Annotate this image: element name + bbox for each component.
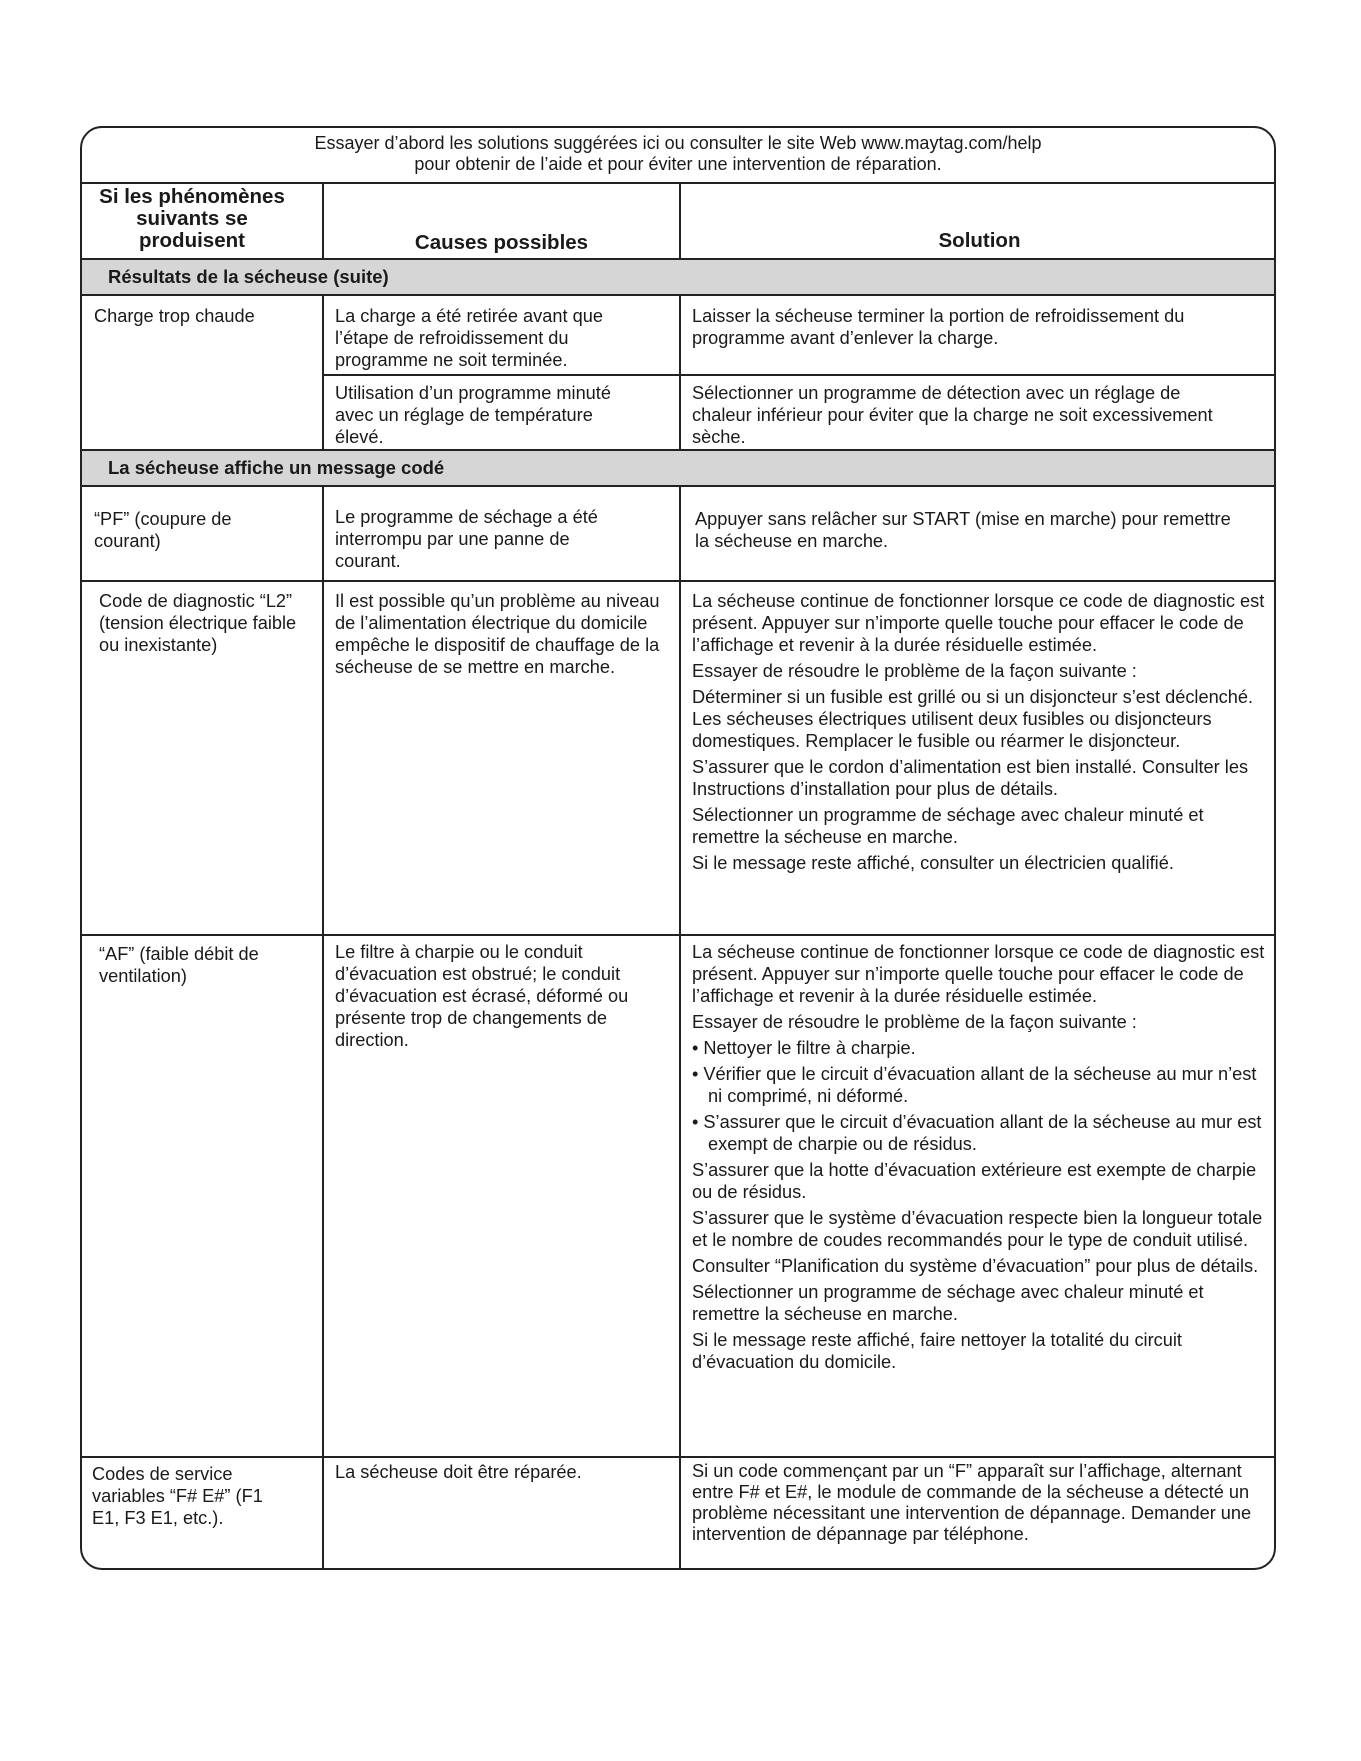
- intro-line-2: pour obtenir de l’aide et pour éviter une intervention de réparation.: [414, 154, 942, 174]
- solution-paragraph: S’assurer que le cordon d’alimentation est bien installé. Consulter les Instructions d’installation pour plus de détails.: [692, 757, 1249, 799]
- solution-service-codes: Si un code commençant par un “F” apparaît sur l’affichage, alternant entre F# et E#, le module de commande de la sécheuse a détecté un problème nécessitant une intervention de dépannage. Demander une intervention de dépannage par téléphone.: [692, 1461, 1252, 1544]
- solution-hot-2: Sélectionner un programme de détection avec un réglage de chaleur inférieur pour éviter que la charge ne soit excessivement sèche.: [692, 383, 1213, 447]
- solution-bullet: • Nettoyer le filtre à charpie.: [692, 1038, 916, 1058]
- cause-l2: Il est possible qu’un problème au niveau de l’alimentation électrique du domicile empêche le dispositif de chauffage de la sécheuse de se mettre en marche.: [335, 591, 660, 677]
- solution-bullet: • Vérifier que le circuit d’évacuation allant de la sécheuse au mur n’est ni comprimé, ni déformé.: [692, 1064, 1257, 1106]
- solution-bullet: • S’assurer que le circuit d’évacuation allant de la sécheuse au mur est exempt de charpie ou de résidus.: [692, 1112, 1262, 1154]
- header-solution: Solution: [938, 229, 1021, 252]
- header-causes: Causes possibles: [414, 231, 589, 254]
- solution-paragraph: La sécheuse continue de fonctionner lorsque ce code de diagnostic est présent. Appuyer sur n’importe quelle touche pour effacer le code de l’affichage et revenir à la durée résiduelle estimée.: [692, 942, 1265, 1006]
- intro-line-1: Essayer d’abord les solutions suggérées ici ou consulter le site Web www.maytag.com/help: [314, 133, 1042, 153]
- solution-l2: [692, 590, 1272, 878]
- cause-hot-1: La charge a été retirée avant que l’étape de refroidissement du programme ne soit terminée.: [335, 306, 603, 370]
- solution-hot-1: Laisser la sécheuse terminer la portion de refroidissement du programme avant d’enlever la charge.: [692, 306, 1185, 348]
- solution-paragraph: Essayer de résoudre le problème de la façon suivante :: [692, 661, 1137, 681]
- solution-paragraph: Sélectionner un programme de séchage avec chaleur minuté et remettre la sécheuse en marche.: [692, 1282, 1204, 1324]
- column-divider: [322, 485, 324, 1570]
- cause-hot-2: Utilisation d’un programme minuté avec un réglage de température élevé.: [335, 383, 611, 447]
- solution-paragraph: S’assurer que la hotte d’évacuation extérieure est exempte de charpie ou de résidus.: [692, 1160, 1257, 1202]
- problem-hot-load: Charge trop chaude: [94, 306, 255, 326]
- cause-af: Le filtre à charpie ou le conduit d’évacuation est obstrué; le conduit d’évacuation est écrasé, déformé ou présente trop de changements de direction.: [335, 942, 629, 1050]
- problem-af: “AF” (faible débit de ventilation): [99, 944, 259, 986]
- solution-af: [692, 941, 1272, 1377]
- section-title: La sécheuse affiche un message codé: [108, 457, 445, 478]
- problem-service-codes: Codes de service variables “F# E#” (F1 E1, F3 E1, etc.).: [92, 1464, 263, 1528]
- cause-service-codes: La sécheuse doit être réparée.: [335, 1462, 582, 1482]
- solution-pf: Appuyer sans relâcher sur START (mise en marche) pour remettre la sécheuse en marche.: [695, 509, 1231, 551]
- cause-pf: Le programme de séchage a été interrompu par une panne de courant.: [335, 507, 598, 571]
- row-divider: [82, 1456, 1274, 1458]
- section-dryer-results: [82, 258, 1274, 296]
- solution-paragraph: Déterminer si un fusible est grillé ou si un disjoncteur s’est déclenché. Les sécheuses électriques utilisent deux fusibles ou disjoncteurs domestiques. Remplacer le fusible ou réarmer le disjoncteur.: [692, 687, 1254, 751]
- problem-l2: Code de diagnostic “L2” (tension électrique faible ou inexistante): [99, 591, 297, 655]
- section-title: Résultats de la sécheuse (suite): [108, 266, 389, 287]
- column-divider: [679, 294, 681, 449]
- row-divider: [82, 580, 1274, 582]
- problem-pf: “PF” (coupure de courant): [94, 509, 232, 551]
- solution-paragraph: Si le message reste affiché, consulter un électricien qualifié.: [692, 853, 1174, 873]
- header-problem: Si les phénomènes suivants se produisent: [99, 185, 285, 252]
- intro-text: [82, 128, 1274, 184]
- column-divider: [679, 485, 681, 1570]
- solution-paragraph: Essayer de résoudre le problème de la façon suivante :: [692, 1012, 1137, 1032]
- solution-paragraph: S’assurer que le système d’évacuation respecte bien la longueur totale et le nombre de coudes recommandés pour le type de conduit utilisé.: [692, 1208, 1263, 1250]
- solution-paragraph: Consulter “Planification du système d’évacuation” pour plus de détails.: [692, 1256, 1259, 1276]
- solution-paragraph: La sécheuse continue de fonctionner lorsque ce code de diagnostic est présent. Appuyer sur n’importe quelle touche pour effacer le code de l’affichage et revenir à la durée résiduelle estimée.: [692, 591, 1265, 655]
- row-divider: [82, 934, 1274, 936]
- column-divider: [322, 294, 324, 449]
- solution-paragraph: Si le message reste affiché, faire nettoyer la totalité du circuit d’évacuation du domicile.: [692, 1330, 1182, 1372]
- troubleshooting-table: [80, 126, 1276, 1570]
- solution-paragraph: Sélectionner un programme de séchage avec chaleur minuté et remettre la sécheuse en marche.: [692, 805, 1204, 847]
- section-coded-message: [82, 449, 1274, 487]
- row-divider: [322, 374, 1276, 376]
